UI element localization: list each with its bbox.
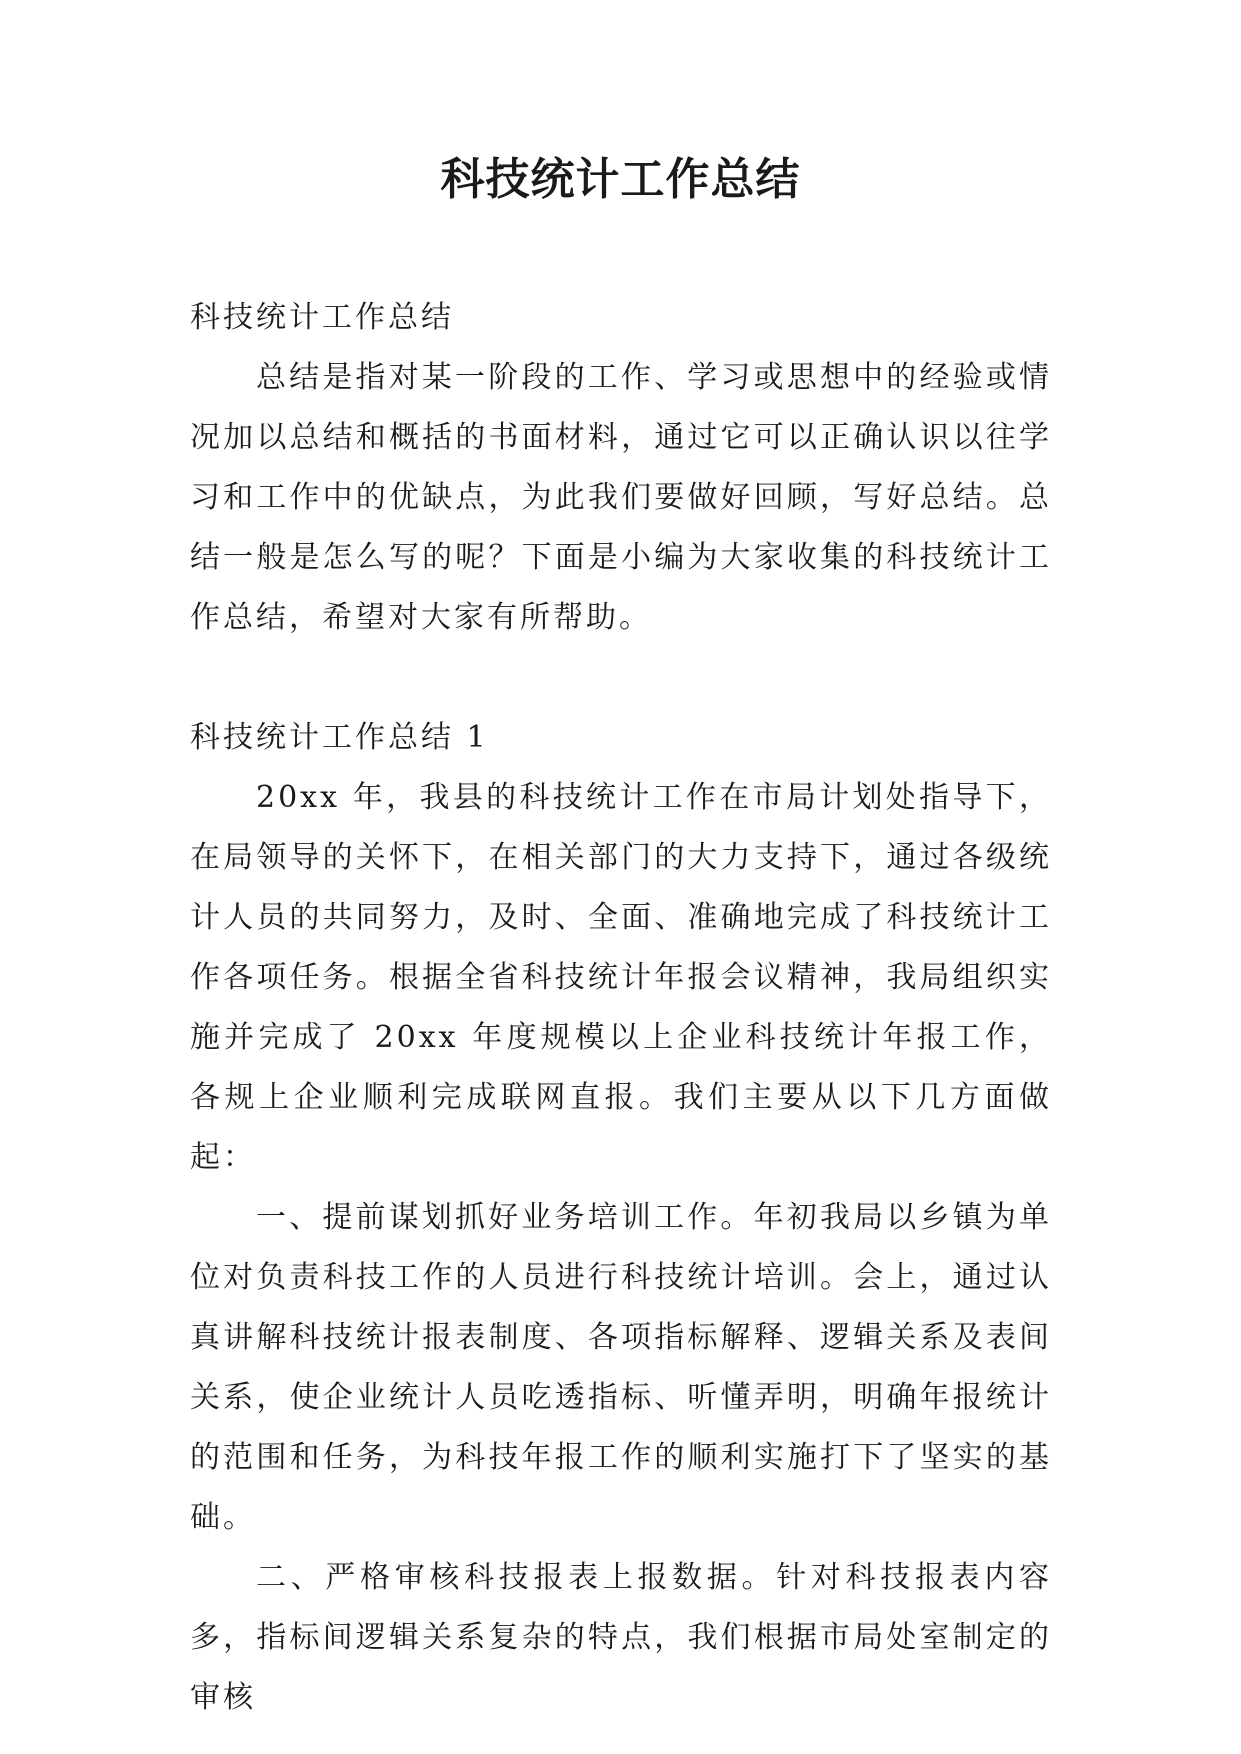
paragraph: 二、严格审核科技报表上报数据。针对科技报表内容多，指标间逻辑关系复杂的特点，我们根据市局处室制定的审核 <box>190 1560 1052 1715</box>
document-body <box>190 288 1052 1728</box>
document-title: 科技统计工作总结 <box>440 154 801 205</box>
section-heading-1: 科技统计工作总结 1 <box>190 720 489 755</box>
paragraph-gap <box>190 648 1052 708</box>
intro-paragraph: 总结是指对某一阶段的工作、学习或思想中的经验或情况加以总结和概括的书面材料，通过它可以正确认识以往学习和工作中的优缺点，为此我们要做好回顾，写好总结。总结一般是怎么写的呢？下面是小编为大家收集的科技统计工作总结，希望对大家有所帮助。 <box>190 360 1052 635</box>
section-heading: 科技统计工作总结 <box>190 300 454 335</box>
paragraph: 一、提前谋划抓好业务培训工作。年初我局以乡镇为单位对负责科技工作的人员进行科技统计培训。会上，通过认真讲解科技统计报表制度、各项指标解释、逻辑关系及表间关系，使企业统计人员吃透指标、听懂弄明，明确年报统计的范围和任务，为科技年报工作的顺利实施打下了坚实的基础。 <box>190 1200 1052 1535</box>
paragraph: 20xx 年，我县的科技统计工作在市局计划处指导下，在局领导的关怀下，在相关部门的大力支持下，通过各级统计人员的共同努力，及时、全面、准确地完成了科技统计工作各项任务。根据全省科技统计年报会议精神，我局组织实施并完成了 20xx 年度规模以上企业科技统计年报工作，各规上企业顺利完成联网直报。我们主要从以下几方面做起： <box>190 780 1052 1175</box>
